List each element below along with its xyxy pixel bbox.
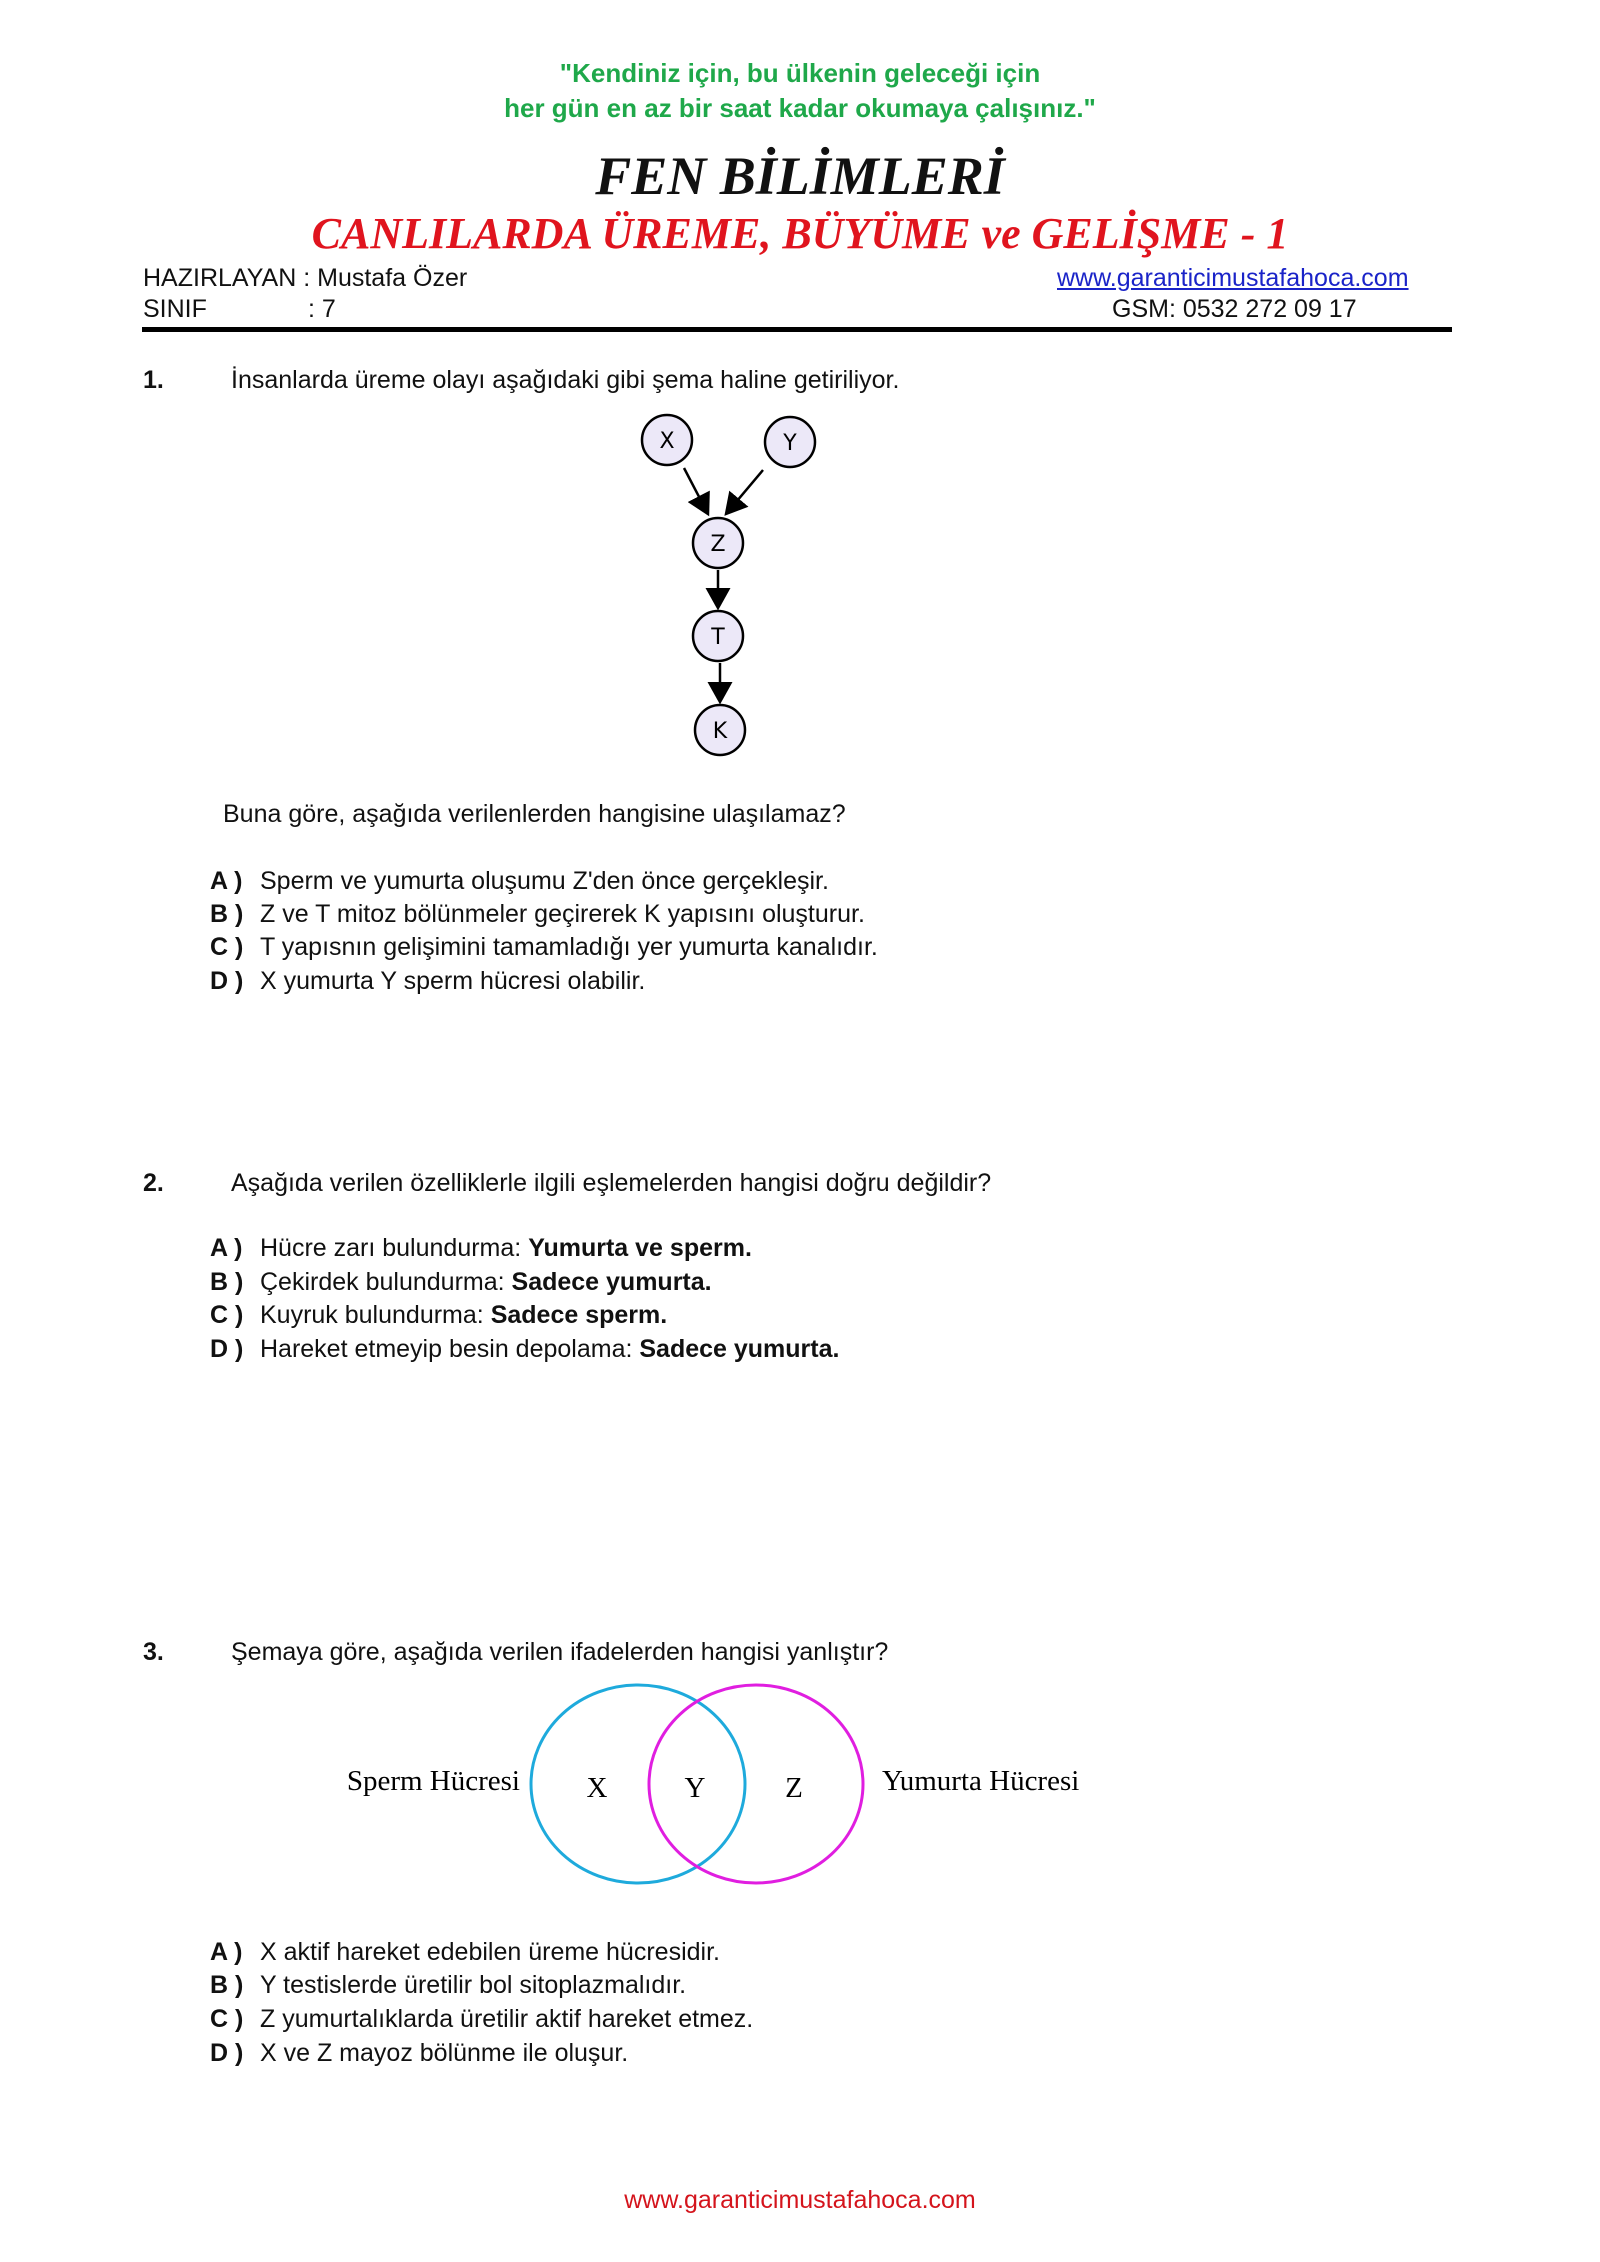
node-t [693, 611, 743, 661]
question-2-option-a[interactable]: A ) Hücre zarı bulundurma: Yumurta ve sperm. [210, 1234, 752, 1262]
author-label: HAZIRLAYAN [143, 264, 297, 292]
question-1-option-c[interactable]: C ) T yapısnın gelişimini tamamladığı yer yumurta kanalıdır. [210, 933, 878, 961]
question-3-option-c[interactable]: C ) Z yumurtalıklarda üretilir aktif hareket etmez. [210, 2005, 754, 2033]
question-1-option-a[interactable]: A ) Sperm ve yumurta oluşumu Z'den önce gerçekleşir. [210, 867, 829, 895]
page-title: FEN BİLİMLERİ [595, 146, 1005, 206]
region-x: X [586, 1772, 608, 1804]
author-name: : Mustafa Özer [303, 264, 468, 292]
question-2-option-b[interactable]: B ) Çekirdek bulundurma: Sadece yumurta. [210, 1268, 712, 1296]
question-2-option-d[interactable]: D ) Hareket etmeyip besin depolama: Sadece yumurta. [210, 1335, 840, 1363]
question-3-option-b[interactable]: B ) Y testislerde üretilir bol sitoplazmalıdır. [210, 1971, 687, 1999]
question-1-option-b[interactable]: B ) Z ve T mitoz bölünmeler geçirerek K yapısını oluşturur. [210, 900, 865, 928]
node-x [642, 415, 692, 465]
motto-line-1: "Kendiniz için, bu ülkenin geleceği için [559, 58, 1041, 88]
node-y [765, 417, 815, 467]
question-1-number: 1. [143, 366, 164, 394]
class-value: : 7 [308, 295, 336, 323]
website-link[interactable]: www.garanticimustafahoca.com [1057, 264, 1409, 292]
question-3-option-d[interactable]: D ) X ve Z mayoz bölünme ile oluşur. [210, 2039, 629, 2067]
question-1-text: İnsanlarda üreme olayı aşağıdaki gibi şema haline getiriliyor. [231, 366, 900, 394]
author-line [143, 264, 467, 293]
egg-cell-label: Yumurta Hücresi [882, 1765, 1080, 1797]
header-divider [142, 327, 1452, 332]
fertilization-flow-diagram [600, 400, 850, 780]
egg-cell-ellipse [649, 1685, 863, 1883]
venn-diagram [330, 1680, 1130, 1890]
sperm-cell-ellipse [531, 1685, 745, 1883]
page-subtitle: CANLILARDA ÜREME, BÜYÜME ve GELİŞME - 1 [311, 209, 1289, 258]
question-3-option-a[interactable]: A ) X aktif hareket edebilen üreme hücresidir. [210, 1938, 720, 1966]
question-2-option-c[interactable]: C ) Kuyruk bulundurma: Sadece sperm. [210, 1301, 668, 1329]
question-3-number: 3. [143, 1638, 164, 1666]
node-k [695, 705, 745, 755]
footer-website[interactable]: www.garanticimustafahoca.com [624, 2186, 976, 2214]
svg-text:K: K [712, 719, 728, 744]
svg-text:Y: Y [783, 431, 797, 456]
question-1-prompt: Buna göre, aşağıda verilenlerden hangisine ulaşılamaz? [223, 800, 846, 828]
question-2-text: Aşağıda verilen özelliklerle ilgili eşlemelerden hangisi doğru değildir? [231, 1169, 992, 1197]
motto-line-2: her gün en az bir saat kadar okumaya çalışınız." [504, 93, 1096, 123]
svg-text:X: X [659, 429, 675, 454]
class-line [143, 295, 336, 324]
svg-text:T: T [711, 625, 725, 650]
question-2-number: 2. [143, 1169, 164, 1197]
region-z: Z [785, 1772, 803, 1804]
class-label: SINIF [143, 295, 207, 323]
question-3-text: Şemaya göre, aşağıda verilen ifadelerden hangisi yanlıştır? [231, 1638, 889, 1666]
question-1-option-d[interactable]: D ) X yumurta Y sperm hücresi olabilir. [210, 967, 646, 995]
region-y: Y [684, 1772, 706, 1804]
phone-number: GSM: 0532 272 09 17 [1112, 295, 1357, 323]
svg-text:Z: Z [710, 532, 726, 557]
sperm-cell-label: Sperm Hücresi [346, 1765, 520, 1797]
node-z [693, 518, 743, 568]
